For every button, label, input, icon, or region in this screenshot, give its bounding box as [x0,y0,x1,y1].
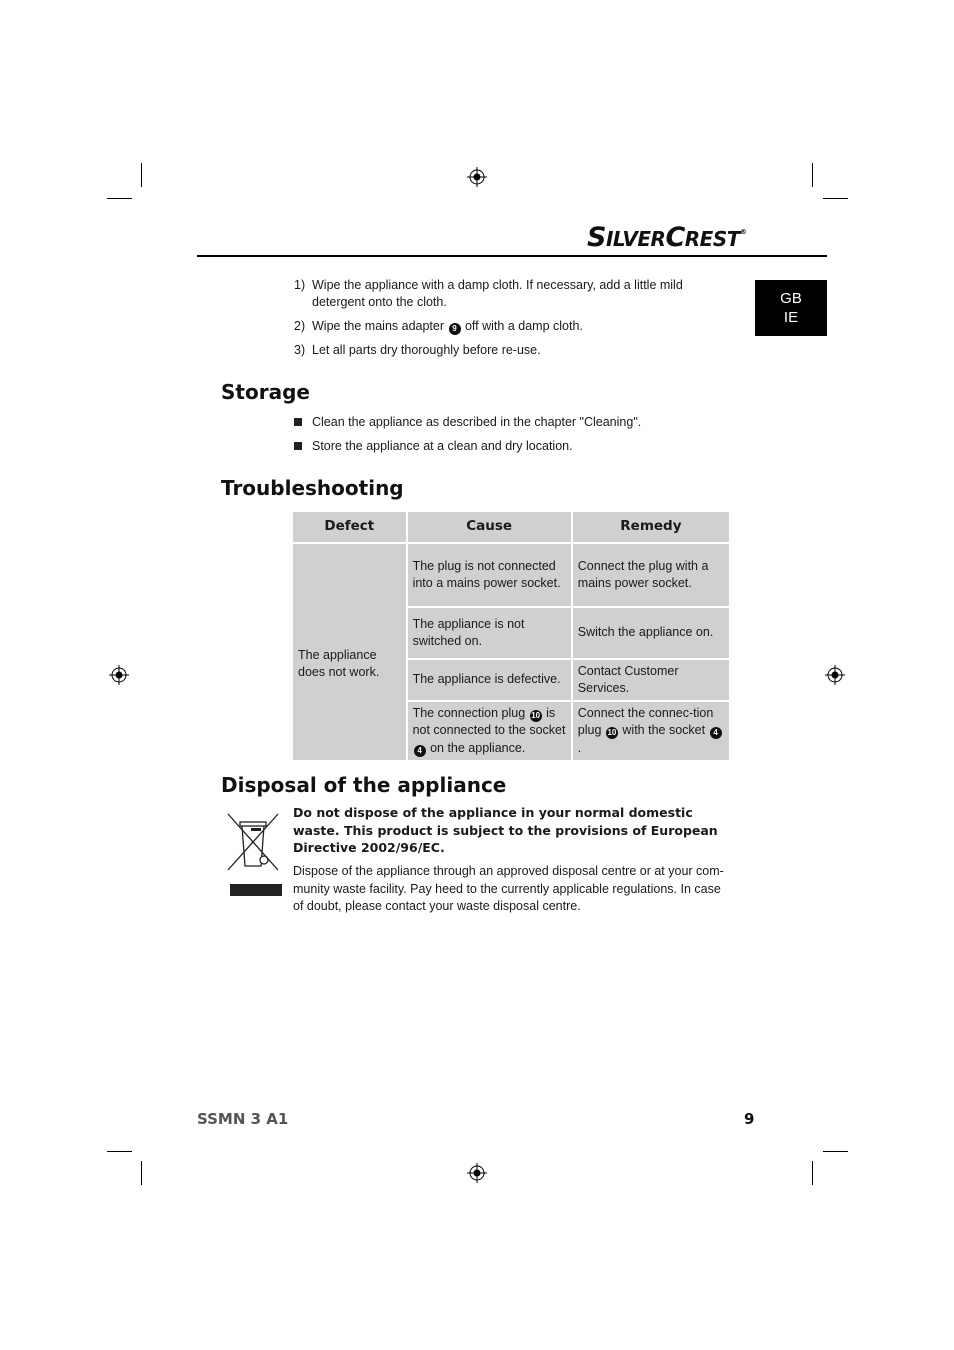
troubleshooting-heading: Troubleshooting [221,476,404,500]
bullet-square-icon [294,442,302,450]
header-rule [197,255,827,257]
cause-cell: The plug is not connected into a mains power socket. [407,543,572,607]
table-header-row [292,511,730,543]
column-header-remedy: Remedy [572,511,730,543]
registration-mark-icon [467,1163,487,1183]
crop-mark [823,1151,848,1152]
crop-mark [812,163,813,187]
language-code: IE [783,309,799,326]
crop-mark [812,1161,813,1185]
disposal-heading: Disposal of the appliance [221,773,507,797]
column-header-defect: Defect [292,511,407,543]
language-tab [755,280,827,336]
remedy-cell: Contact Customer Services. [572,659,730,701]
part-number-badge: 4 [414,745,426,757]
table-row [292,543,730,607]
cause-cell: The appliance is defective. [407,659,572,701]
storage-heading: Storage [221,380,310,404]
cause-cell: The connection plug 10 is not connected to the socket 4 on the appliance. [407,701,572,761]
part-number-badge: 10 [531,710,541,720]
page-number: 9 [744,1110,755,1128]
remedy-cell: Connect the connec-tion plug 10 with the socket 4. [572,701,730,761]
crop-mark [141,163,142,187]
disposal-warning: Do not dispose of the appliance in your normal domestic waste. This product is subject to the provisions of European Directive 2002/96/EC. [293,805,718,855]
crop-mark [107,1151,132,1152]
crossed-out-bin-icon [226,808,282,898]
column-header-cause: Cause [407,511,572,543]
remedy-cell: Switch the appliance on. [572,607,730,659]
disposal-body: Dispose of the appliance through an approved disposal centre or at your com-munity waste facility. Pay heed to the currently applicable regulations. In case of doubt, please contact your waste disposal centre. [293,864,724,913]
registration-mark-icon [825,665,845,685]
part-number-badge: 4 [710,727,722,739]
part-number-badge: 9 [449,323,461,335]
cause-cell: The appliance is not switched on. [407,607,572,659]
defect-cell: The appliance does not work. [292,543,407,761]
crop-mark [107,198,132,199]
troubleshooting-table [291,510,731,762]
bullet-square-icon [294,418,302,426]
registration-mark-icon [467,167,487,187]
part-number-badge: 10 [607,728,617,738]
registration-mark-icon [109,665,129,685]
crop-mark [141,1161,142,1185]
remedy-cell: Connect the plug with a mains power socket. [572,543,730,607]
language-code: GB [780,290,802,307]
brand-logo: SILVERCREST® [587,222,747,253]
crop-mark [823,198,848,199]
model-number: SSMN 3 A1 [197,1110,289,1128]
